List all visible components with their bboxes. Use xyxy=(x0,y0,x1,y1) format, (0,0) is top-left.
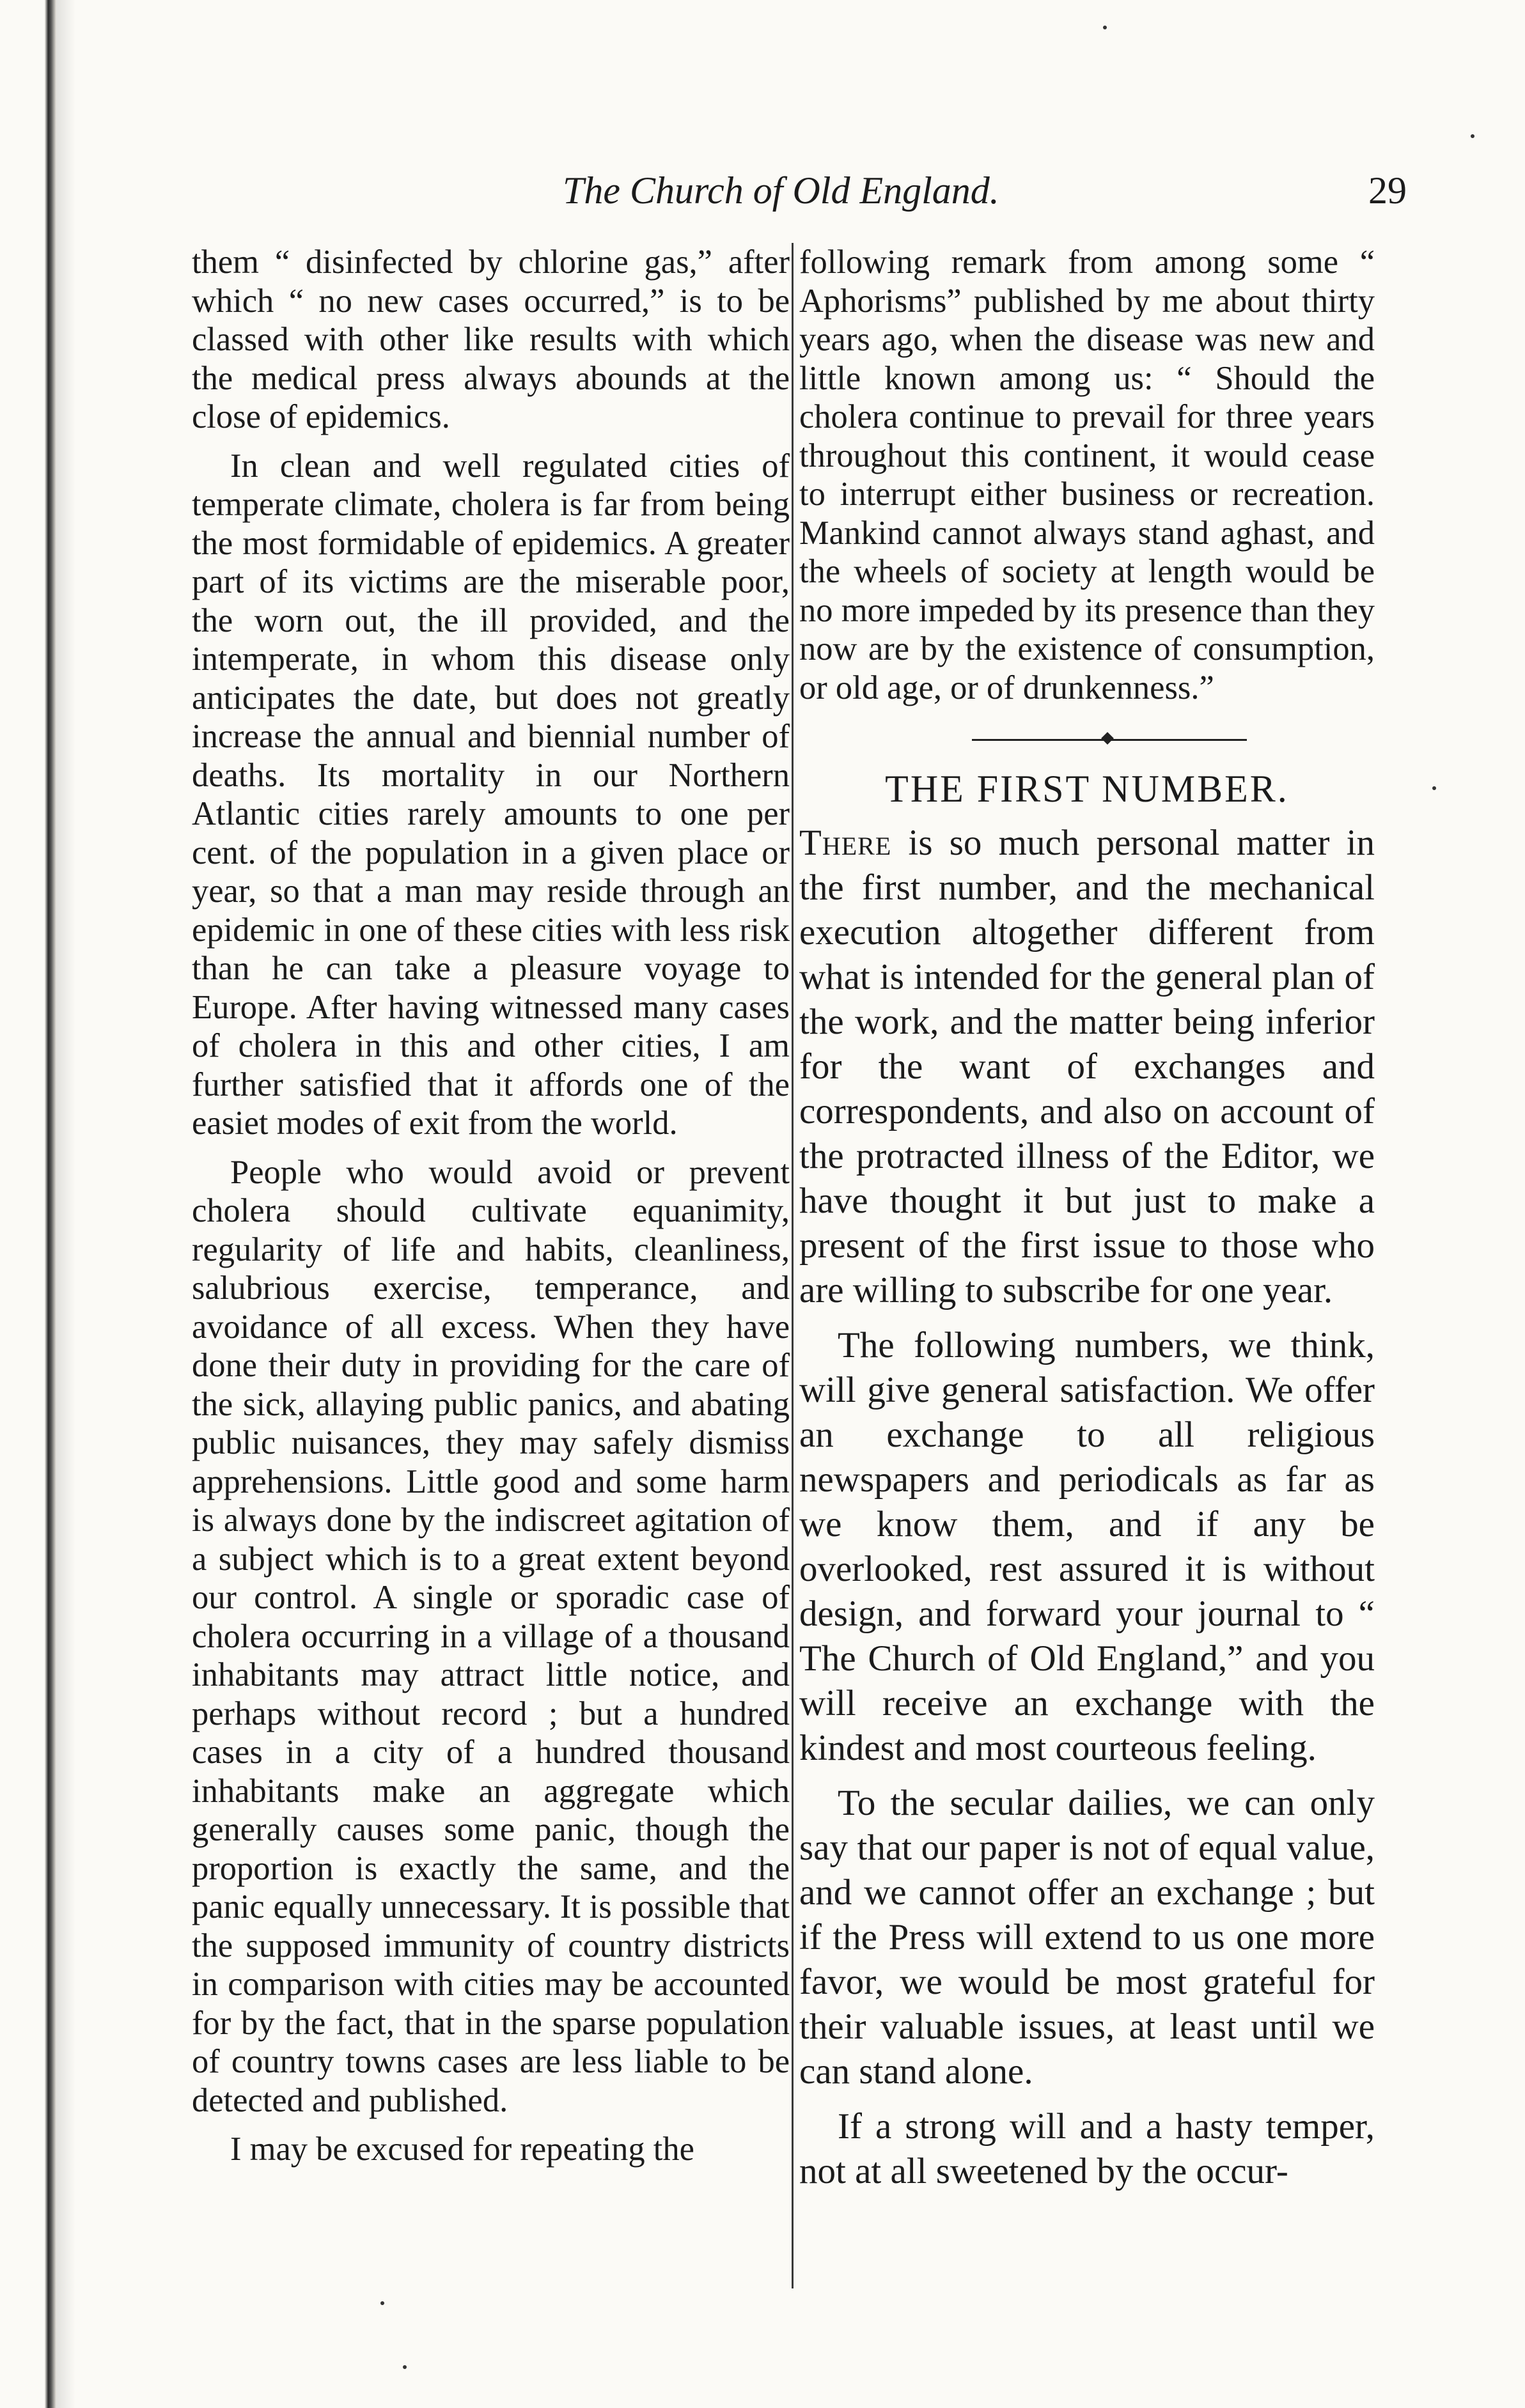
left-paragraph-2: In clean and well regulated cities of temperate climate, cholera is far from being the most formidable of epidemics. A greater part of its victims are the miserable poor, the worn out, the ill provided, and the intemperate, in whom this disease only anticipates the date, but does not greatly increase the annual and biennial number of deaths. Its mortality in our Northern Atlantic cities rarely amounts to one per cent. of the population in a given place or year, so that a man may reside through an epidemic in one of these cities with less risk than he can take a pleasure voyage to Europe. After having witnessed many cases of cholera in this and other cities, I am further satisfied that it affords one of the easiet modes of exit from the world. xyxy=(192,447,790,1142)
column-divider xyxy=(792,243,794,2288)
binding-edge xyxy=(45,0,56,2408)
running-head xyxy=(192,165,1407,216)
section-title: THE FIRST NUMBER. xyxy=(885,768,1289,810)
right-paragraph-1 xyxy=(799,821,1375,1313)
left-column xyxy=(192,243,790,2327)
section-separator xyxy=(799,717,1375,763)
paper-speck xyxy=(1103,26,1107,29)
right-paragraph-3: To the secular dailies, we can only say that our paper is not of equal value, and we cannot offer an exchange ; but if the Press will extend to us one more favor, we would be most grateful for their valuable issues, at least until we can stand alone. xyxy=(799,1783,1375,2092)
paper-speck xyxy=(380,2301,384,2305)
right-column xyxy=(799,243,1375,2327)
separator-diamond-icon xyxy=(1101,732,1114,745)
left-paragraph-3: People who would avoid or prevent cholera should cultivate equanimity, regularity of life and habits, cleanliness, salubrious exercise, temperance, and avoidance of all excess. When they have done their duty in providing for the care of the sick, allaying public panics, and abating public nuisances, they may safely dismiss apprehensions. Little good and some harm is always done by the indiscreet agitation of a subject which is to a great extent beyond our control. A single or sporadic case of cholera occurring in a village of a thousand inhabitants may attract little notice, and perhaps without record ; but a hundred cases in a city of a hundred thousand inhabitants make an aggregate which generally causes some panic, though the proportion is exactly the same, and the panic equally unnecessary. It is possible that the supposed immunity of country districts in comparison with cities may be accounted for by the fact, that in the sparse population of country towns cases are less liable to be detected and published. xyxy=(192,1153,790,2119)
right-paragraph-4: If a strong will and a hasty temper, not at all sweetened by the occur- xyxy=(799,2106,1375,2191)
paper-speck xyxy=(1432,786,1436,790)
left-paragraph-4: I may be excused for repeating the xyxy=(230,2131,694,2168)
paper-speck xyxy=(1471,134,1474,138)
right-paragraph-1-text: is so much personal matter in the first number, and the mechanical execution altogether different from what is intended for the general plan of the work, and the matter being inferior for the want of exchanges and correspondents, and also on account of the protracted illness of the Editor, we have thought it but just to make a present of the first issue to those who are willing to subscribe for one year. xyxy=(799,823,1375,1310)
left-paragraph-1: them “ disinfected by chlorine gas,” after which “ no new cases occurred,” is to be classed with other like results with which the medical press always abounds at the close of epidemics. xyxy=(192,244,790,435)
running-title: The Church of Old England. xyxy=(563,169,999,212)
binding-shadow xyxy=(56,0,75,2408)
right-continued-paragraph: following remark from among some “ Aphorisms” published by me about thirty years ago, when the disease was new and little known among us: “ Should the cholera continue to prevail for three years throughout this continent, it would cease to interrupt either business or recreation. Mankind cannot always stand aghast, and the wheels of society at length would be no more impeded by its presence than they now are by the existence of consumption, or old age, or of drunkenness.” xyxy=(799,244,1375,706)
right-paragraph-2: The following numbers, we think, will give general satisfaction. We offer an exchange to all religious newspapers and periodicals as far as we know them, and if any be overlooked, rest assured it is without design, and forward your journal to “ The Church of Old England,” and you will receive an exchange with the kindest and most courteous feeling. xyxy=(799,1325,1375,1768)
paper-speck xyxy=(403,2365,407,2369)
page-number: 29 xyxy=(1368,169,1407,212)
lead-word: There xyxy=(799,823,892,863)
